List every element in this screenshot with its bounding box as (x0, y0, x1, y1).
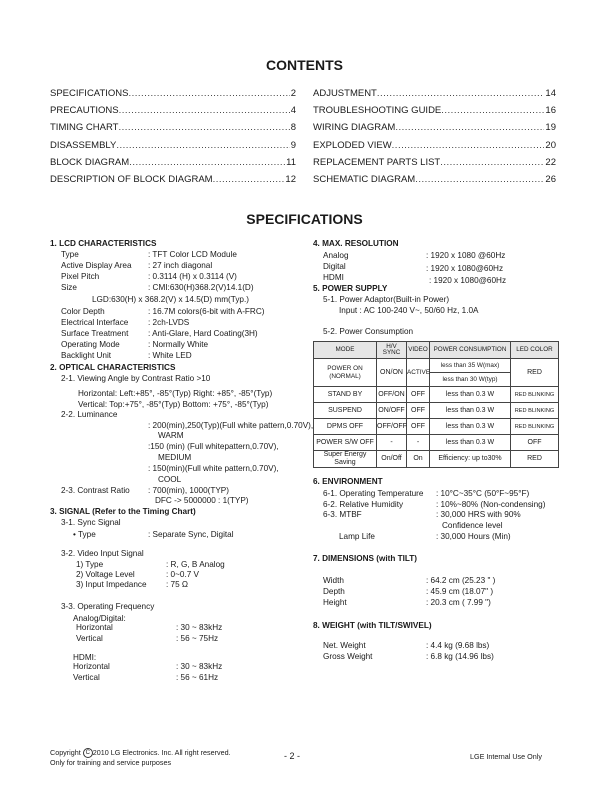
spec-value: : 1920 x 1080 @60Hz (426, 251, 506, 260)
spec-label: Height (323, 598, 347, 607)
spec-value: Horizontal: Left:+85°, -85°(Typ) Right: +85°, -85°(Typ) (78, 389, 273, 398)
spec-value: : 75 Ω (166, 580, 189, 589)
spec-value: : 20.3 cm ( 7.99 ") (426, 598, 491, 607)
subsection-heading: 2-3. Contrast Ratio (61, 486, 130, 495)
spec-value: : 64.2 cm (25.23 " ) (426, 576, 496, 585)
table-cell: OFF (407, 419, 430, 435)
toc-label: REPLACEMENT PARTS LIST (313, 156, 441, 168)
copyright-label: Copyright (50, 748, 81, 757)
spec-label: Analog (323, 251, 349, 260)
table-cell: SUSPEND (314, 403, 377, 419)
subsection-heading: 3-3. Operating Frequency (61, 602, 155, 611)
toc-leader (392, 137, 545, 154)
table-row (314, 419, 559, 435)
spec-value: : 2ch-LVDS (148, 318, 190, 327)
spec-value: : 30,000 HRS with 90% (436, 510, 521, 519)
contents-heading: CONTENTS (266, 57, 343, 73)
spec-label: Horizontal (76, 623, 113, 632)
training-note: Only for training and service purposes (50, 758, 172, 768)
table-header-row (314, 342, 559, 359)
spec-label: Backlight Unit (61, 351, 112, 360)
toc-label: SPECIFICATIONS (50, 88, 129, 99)
toc-label: BLOCK DIAGRAM (50, 156, 130, 168)
spec-value: : Separate Sync, Digital (148, 530, 234, 539)
section-resolution-heading: 4. MAX. RESOLUTION (313, 239, 399, 248)
toc-entry[interactable] (313, 85, 556, 102)
spec-value: : 1920 x 1080@60Hz (429, 276, 507, 285)
toc-label: SCHEMATIC DIAGRAM (313, 174, 416, 186)
spec-value: : 56 ~ 61Hz (176, 673, 219, 682)
toc-entry[interactable] (313, 102, 556, 119)
spec-label: 1) Type (76, 560, 104, 569)
spec-value: : 30 ~ 83kHz (176, 623, 223, 632)
spec-label: HDMI (323, 273, 344, 282)
table-cell: STAND BY (314, 387, 377, 403)
section-dimensions-heading: 7. DIMENSIONS (with TILT) (313, 554, 418, 563)
toc-page: 20 (545, 139, 556, 151)
toc-label: TIMING CHART (50, 122, 119, 134)
toc-label: PRECAUTIONS (50, 105, 119, 117)
table-cell: RED (511, 451, 559, 468)
spec-value: : 10%~80% (Non-condensing) (436, 500, 546, 509)
table-cell: Efficiency: up to30% (430, 451, 511, 468)
spec-label: Horizontal (73, 662, 110, 671)
spec-label: 6-2. Relative Humidity (323, 500, 404, 509)
internal-use-note: LGE Internal Use Only (470, 752, 542, 761)
table-cell: Super Energy Saving (314, 451, 377, 468)
table-cell: less than 0.3 W (430, 435, 511, 451)
spec-label: Lamp Life (339, 532, 375, 541)
toc-page: 26 (545, 174, 556, 186)
spec-label: Depth (323, 587, 345, 596)
column-header: LED COLOR (511, 342, 559, 359)
subsection-heading: 5-2. Power Consumption (323, 327, 414, 336)
spec-value: : CMI:630(H)368.2(V)14.1(D) (148, 283, 254, 292)
table-cell: RED BLINKING (511, 403, 559, 419)
table-cell: OFF (407, 387, 430, 403)
table-row (314, 435, 559, 451)
toc-leader (440, 154, 544, 171)
spec-value: : TFT Color LCD Module (148, 250, 237, 259)
spec-value: : 10°C~35°C (50°F~95°F) (436, 489, 530, 498)
spec-label: 6-1. Operating Temperature (323, 489, 424, 498)
toc-page: 22 (545, 156, 556, 168)
toc-leader (415, 171, 544, 188)
column-header: VIDEO (407, 342, 430, 359)
spec-label: Pixel Pitch (61, 272, 100, 281)
table-cell: less than 35 W(max) (430, 359, 511, 373)
spec-value: : 27 inch diagonal (148, 261, 213, 270)
spec-value: : 30 ~ 83kHz (176, 662, 223, 671)
spec-value: : 1920 x 1080@60Hz (426, 264, 504, 273)
table-cell: ACTIVE (407, 359, 430, 387)
spec-value: : 4.4 kg (9.68 lbs) (426, 641, 490, 650)
section-signal-heading: 3. SIGNAL (Refer to the Timing Chart) (50, 507, 196, 516)
spec-value: Input : AC 100-240 V~, 50/60 Hz, 1.0A (339, 306, 479, 315)
table-row (314, 359, 559, 373)
column-header: H/V SYNC (377, 342, 407, 359)
table-cell: On (407, 451, 430, 468)
toc-page: 14 (545, 88, 556, 99)
spec-value: : 56 ~ 75Hz (176, 634, 219, 643)
table-cell: - (377, 435, 407, 451)
spec-label: Electrical Interface (61, 318, 129, 327)
spec-value: : R, G, B Analog (166, 560, 225, 569)
spec-label: 6-3. MTBF (323, 510, 362, 519)
table-row (314, 451, 559, 468)
spec-label: • Type (73, 530, 96, 539)
table-row (314, 387, 559, 403)
spec-value: LGD:630(H) x 368.2(V) x 14.5(D) mm(Typ.) (92, 295, 249, 304)
section-lcd-heading: 1. LCD CHARACTERISTICS (50, 239, 157, 248)
spec-label: Vertical (73, 673, 100, 682)
spec-value: : 16.7M colors(6-bit with A-FRC) (148, 307, 265, 316)
section-power-heading: 5. POWER SUPPLY (313, 284, 388, 293)
table-cell: less than 0.3 W (430, 403, 511, 419)
spec-label: Color Depth (61, 307, 105, 316)
toc-page: 2 (290, 88, 296, 99)
subsection-heading: 3-1. Sync Signal (61, 518, 121, 527)
spec-label: Gross Weight (323, 652, 373, 661)
spec-label: Vertical (76, 634, 103, 643)
table-cell: ON/ON (377, 359, 407, 387)
toc-page: 4 (290, 105, 296, 117)
spec-label: 3) Input Impedance (76, 580, 147, 589)
spec-value: : Normally White (148, 340, 209, 349)
toc-label: DISASSEMBLY (50, 139, 117, 151)
toc-page: 11 (286, 156, 296, 168)
toc-page: 16 (545, 105, 556, 117)
table-cell: ON/OFF (377, 403, 407, 419)
toc-page: 12 (285, 174, 296, 186)
table-cell: - (407, 435, 430, 451)
toc-label: EXPLODED VIEW (313, 139, 392, 151)
table-cell: POWER ON (NORMAL) (314, 359, 377, 387)
toc-right-column (313, 85, 556, 188)
spec-value: : 6.8 kg (14.96 lbs) (426, 652, 494, 661)
table-cell: less than 30 W(typ) (430, 373, 511, 387)
toc-page: 9 (290, 139, 296, 151)
toc-leader (395, 119, 544, 136)
spec-value: Confidence level (442, 521, 503, 530)
column-header: MODE (314, 342, 377, 359)
spec-label: Operating Mode (61, 340, 120, 349)
spec-value: : 700(min), 1000(TYP) (148, 486, 229, 495)
spec-label: Active Display Area (61, 261, 132, 270)
toc-label: TROUBLESHOOTING GUIDE (313, 105, 442, 117)
table-row (314, 403, 559, 419)
spec-value: : White LED (148, 351, 192, 360)
column-header: POWER CONSUMPTION (430, 342, 511, 359)
spec-value: Vertical: Top:+75°, -85°(Typ) Bottom: +75°, -85°(Typ) (78, 400, 269, 409)
toc-page: 8 (290, 122, 296, 134)
copyright-text: 2010 LG Electronics. Inc. All right reserved. (92, 748, 231, 757)
table-cell: less than 0.3 W (430, 419, 511, 435)
specifications-heading: SPECIFICATIONS (246, 211, 363, 227)
table-cell: OFF/ON (377, 387, 407, 403)
toc-label: ADJUSTMENT (313, 88, 377, 99)
toc-label: WIRING DIAGRAM (313, 122, 396, 134)
spec-value: : 30,000 Hours (Min) (436, 532, 511, 541)
page-number: - 2 - (284, 751, 301, 761)
table-cell: RED (511, 359, 559, 387)
subsection-heading: 5-1. Power Adaptor(Built-in Power) (323, 295, 450, 304)
spec-value: DFC -> 5000000 : 1(TYP) (155, 496, 249, 505)
toc-leader (377, 85, 545, 102)
spec-value: : 45.9 cm (18.07" ) (426, 587, 494, 596)
subsection-heading: 2-1. Viewing Angle by Contrast Ratio >10 (61, 374, 211, 383)
spec-label: Analog/Digital: (73, 614, 126, 623)
spec-label: Digital (323, 262, 346, 271)
spec-label: HDMI: (73, 653, 97, 662)
spec-label: Net. Weight (323, 641, 366, 650)
spec-value: MEDIUM (158, 453, 192, 462)
section-weight-heading: 8. WEIGHT (with TILT/SWIVEL) (313, 621, 432, 630)
section-optical-heading: 2. OPTICAL CHARACTERISTICS (50, 363, 176, 372)
toc-entry[interactable] (313, 171, 556, 188)
table-cell: RED BLINKING (511, 419, 559, 435)
table-cell: OFF/OFF (377, 419, 407, 435)
toc-leader (441, 102, 544, 119)
toc-entry[interactable] (313, 137, 556, 154)
section-environment-heading: 6. ENVIRONMENT (313, 477, 383, 486)
table-cell: OFF (511, 435, 559, 451)
table-cell: POWER S/W OFF (314, 435, 377, 451)
subsection-heading: 2-2. Luminance (61, 410, 118, 419)
spec-value: COOL (158, 475, 182, 484)
spec-value: : Anti-Glare, Hard Coating(3H) (148, 329, 258, 338)
table-cell: less than 0.3 W (430, 387, 511, 403)
table-cell: DPMS OFF (314, 419, 377, 435)
spec-value: WARM (158, 431, 184, 440)
spec-label: Surface Treatment (61, 329, 129, 338)
spec-value: : 0~0.7 V (166, 570, 200, 579)
table-cell: OFF (407, 403, 430, 419)
table-cell: RED BLINKING (511, 387, 559, 403)
toc-entry[interactable] (313, 154, 556, 171)
toc-page: 19 (545, 122, 556, 134)
toc-entry[interactable] (313, 119, 556, 136)
footer-copyright (50, 748, 231, 767)
spec-value: : 200(min),250(Typ)(Full white pattern,0.70V), (148, 421, 314, 430)
spec-value: : 0.3114 (H) x 0.3114 (V) (148, 272, 237, 281)
table-cell: On/Off (377, 451, 407, 468)
spec-label: Width (323, 576, 344, 585)
spec-label: 2) Voltage Level (76, 570, 135, 579)
spec-label: Size (61, 283, 77, 292)
toc-label: DESCRIPTION OF BLOCK DIAGRAM (50, 174, 213, 186)
spec-value: : 150(min)(Full white pattern,0.70V), (148, 464, 279, 473)
spec-value: :150 (min) (Full whitepattern,0.70V), (148, 442, 279, 451)
spec-label: Type (61, 250, 79, 259)
power-consumption-table (313, 341, 559, 468)
copyright-symbol-icon: C (83, 748, 93, 758)
subsection-heading: 3-2. Video Input Signal (61, 549, 144, 558)
